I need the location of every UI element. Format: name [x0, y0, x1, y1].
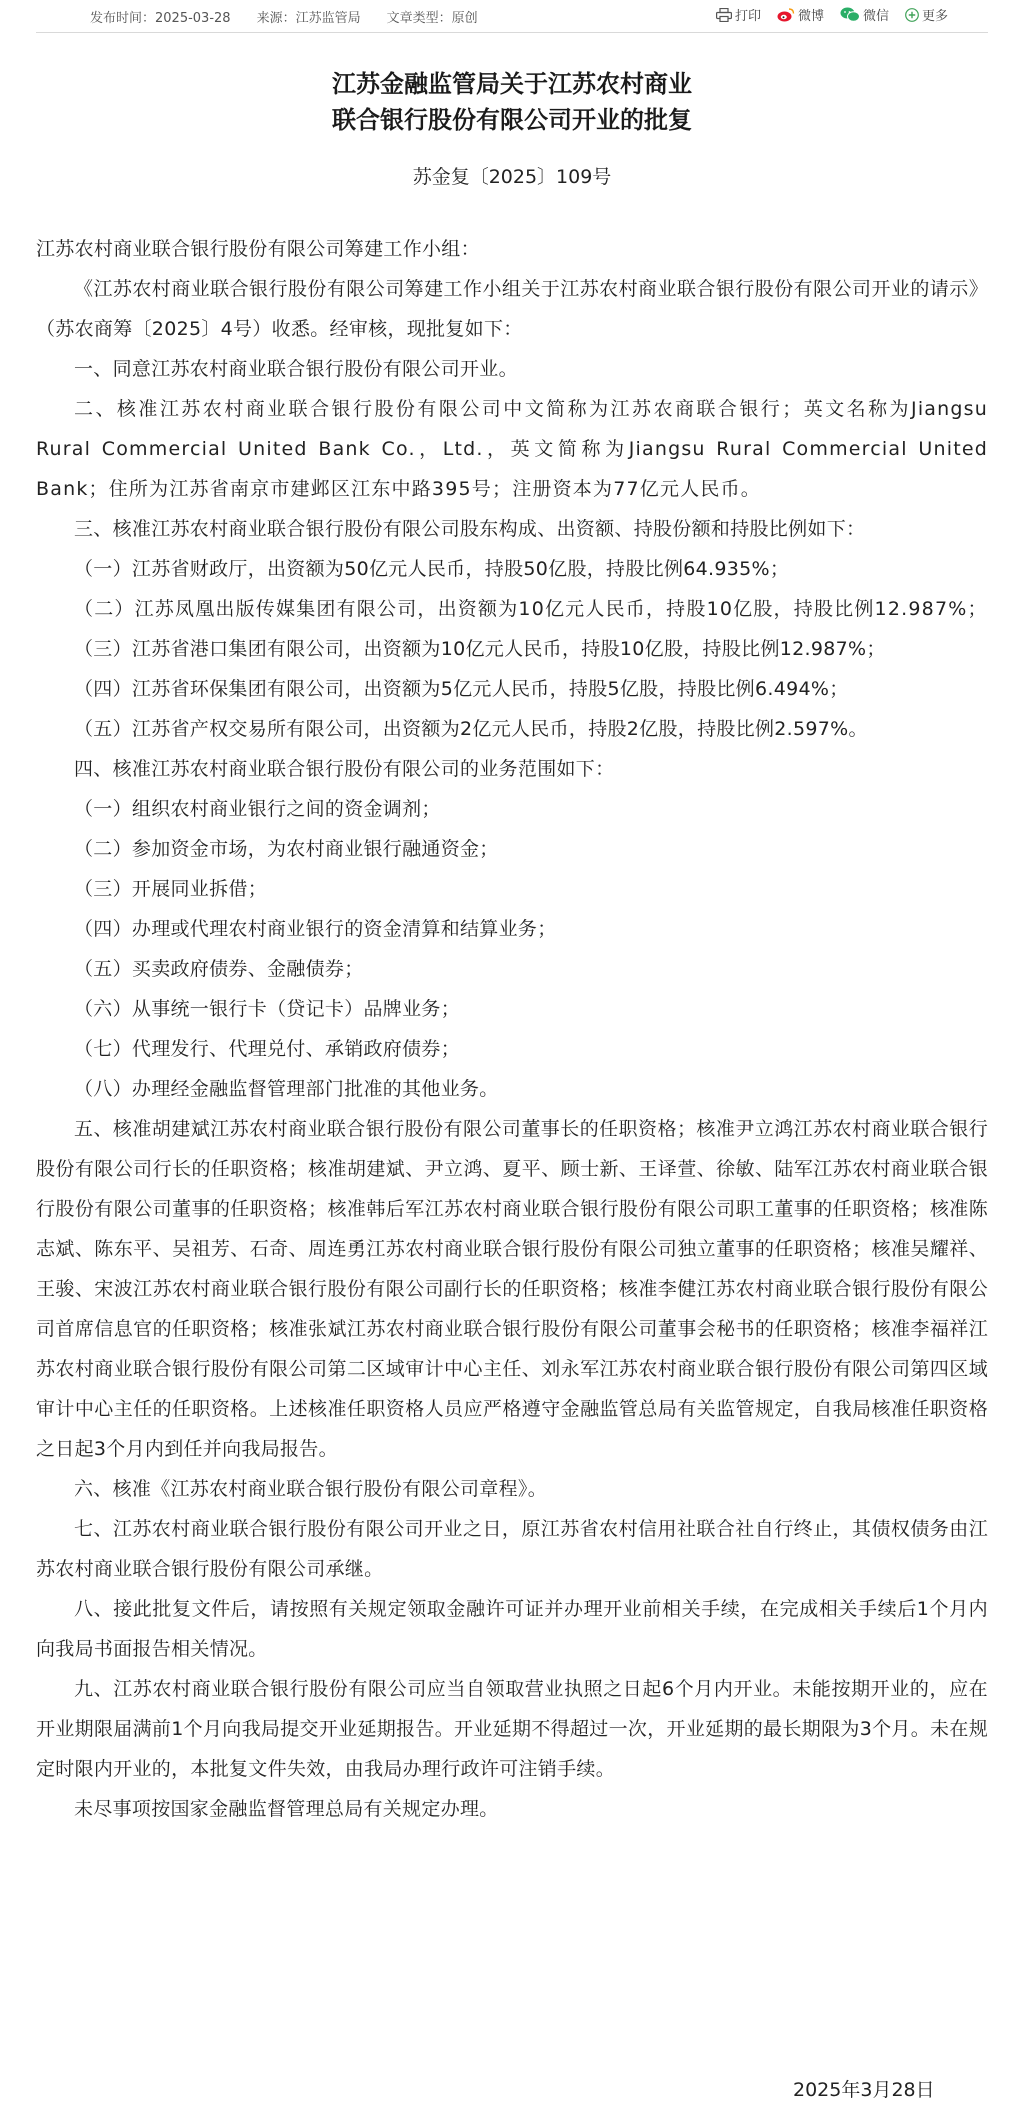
- shareholder-item-1: （一）江苏省财政厅，出资额为50亿元人民币，持股50亿股，持股比例64.935%；: [74, 558, 790, 580]
- business-item-3: （三）开展同业拆借；: [74, 878, 268, 900]
- business-item-6: （六）从事统一银行卡（贷记卡）品牌业务；: [74, 998, 461, 1020]
- document-body: [36, 229, 988, 1829]
- plus-circle-icon: [905, 8, 919, 22]
- meta-info: [90, 7, 478, 26]
- paragraph-1: 一、同意江苏农村商业联合银行股份有限公司开业。: [74, 358, 518, 380]
- wechat-label: 微信: [863, 9, 890, 24]
- document-title: [0, 66, 1024, 138]
- article-type: 文章类型：原创: [386, 11, 478, 26]
- paragraph-3: 三、核准江苏农村商业联合银行股份有限公司股东构成、出资额、持股份额和持股比例如下：: [74, 518, 866, 540]
- weibo-icon: [777, 7, 795, 22]
- weibo-label: 微博: [798, 9, 825, 24]
- business-item-2: （二）参加资金市场，为农村商业银行融通资金；: [74, 838, 499, 860]
- shareholder-item-3: （三）江苏省港口集团有限公司，出资额为10亿元人民币，持股10亿股，持股比例12.987%；: [74, 638, 886, 660]
- paragraph-4: 四、核准江苏农村商业联合银行股份有限公司的业务范围如下：: [74, 758, 615, 780]
- share-bar: [716, 5, 948, 24]
- business-item-1: （一）组织农村商业银行之间的资金调剂；: [74, 798, 441, 820]
- article-meta-bar: [0, 0, 1024, 32]
- paragraph-9: 九、江苏农村商业联合银行股份有限公司应当自领取营业执照之日起6个月内开业。未能按期开业的，应在开业期限届满前1个月向我局提交开业延期报告。开业延期不得超过一次，开业延期的最长期限为3个月。未在规定时限内开业的，本批复文件失效，由我局办理行政许可注销手续。: [36, 1678, 988, 1780]
- print-label: 打印: [735, 9, 762, 24]
- paragraph-2: 二、核准江苏农村商业联合银行股份有限公司中文简称为江苏农商联合银行；英文名称为Jiangsu Rural Commercial United Bank Co.，Ltd.，英文简称为Jiangsu Rural Commercial United Bank；住所为江苏省南京市建邺区江东中路395号；注册资本为77亿元人民币。: [36, 398, 988, 500]
- print-button[interactable]: [716, 5, 761, 24]
- shareholder-item-4: （四）江苏省环保集团有限公司，出资额为5亿元人民币，持股5亿股，持股比例6.494%；: [74, 678, 849, 700]
- paragraph-intro: 《江苏农村商业联合银行股份有限公司筹建工作小组关于江苏农村商业联合银行股份有限公司开业的请示》（苏农商筹〔2025〕4号）收悉。经审核，现批复如下：: [36, 278, 988, 340]
- paragraph-5: 五、核准胡建斌江苏农村商业联合银行股份有限公司董事长的任职资格；核准尹立鸿江苏农村商业联合银行股份有限公司行长的任职资格；核准胡建斌、尹立鸿、夏平、顾士新、王译萱、徐敏、陆军江苏农村商业联合银行股份有限公司董事的任职资格；核准韩后军江苏农村商业联合银行股份有限公司职工董事的任职资格；核准陈志斌、陈东平、吴祖芳、石奇、周连勇江苏农村商业联合银行股份有限公司独立董事的任职资格；核准吴耀祥、王骏、宋波江苏农村商业联合银行股份有限公司副行长的任职资格；核准李健江苏农村商业联合银行股份有限公司首席信息官的任职资格；核准张斌江苏农村商业联合银行股份有限公司董事会秘书的任职资格；核准李福祥江苏农村商业联合银行股份有限公司第二区域审计中心主任、刘永军江苏农村商业联合银行股份有限公司第四区域审计中心主任的任职资格。上述核准任职资格人员应严格遵守金融监管总局有关监管规定，自我局核准任职资格之日起3个月内到任并向我局报告。: [36, 1118, 988, 1460]
- paragraph-8: 八、接此批复文件后，请按照有关规定领取金融许可证并办理开业前相关手续，在完成相关手续后1个月内向我局书面报告相关情况。: [36, 1598, 988, 1660]
- wechat-share-button[interactable]: [840, 5, 889, 24]
- business-item-5: （五）买卖政府债券、金融债券；: [74, 958, 364, 980]
- paragraph-7: 七、江苏农村商业联合银行股份有限公司开业之日，原江苏省农村信用社联合社自行终止，其债权债务由江苏农村商业联合银行股份有限公司承继。: [36, 1518, 988, 1580]
- more-label: 更多: [922, 9, 949, 24]
- shareholder-item-5: （五）江苏省产权交易所有限公司，出资额为2亿元人民币，持股2亿股，持股比例2.597%。: [74, 718, 868, 740]
- title-line-1: 江苏金融监管局关于江苏农村商业: [332, 70, 692, 98]
- document-number: 苏金复〔2025〕109号: [412, 166, 612, 188]
- publish-time: 发布时间：2025-03-28: [90, 11, 231, 26]
- salutation: 江苏农村商业联合银行股份有限公司筹建工作小组：: [36, 238, 480, 260]
- document-date: 2025年3月28日: [793, 2079, 935, 2101]
- paragraph-10: 未尽事项按国家金融监督管理总局有关规定办理。: [74, 1798, 499, 1820]
- source: 来源：江苏监管局: [256, 11, 361, 26]
- printer-icon: [716, 8, 732, 22]
- header-divider: [36, 32, 988, 33]
- weibo-share-button[interactable]: [777, 5, 824, 24]
- business-item-8: （八）办理经金融监督管理部门批准的其他业务。: [74, 1078, 499, 1100]
- business-item-4: （四）办理或代理农村商业银行的资金清算和结算业务；: [74, 918, 557, 940]
- paragraph-6: 六、核准《江苏农村商业联合银行股份有限公司章程》。: [74, 1478, 548, 1500]
- title-line-2: 联合银行股份有限公司开业的批复: [332, 106, 692, 134]
- wechat-icon: [840, 7, 860, 22]
- shareholder-item-2: （二）江苏凤凰出版传媒集团有限公司，出资额为10亿元人民币，持股10亿股，持股比例12.987%；: [74, 598, 988, 620]
- more-share-button[interactable]: [905, 5, 948, 24]
- business-item-7: （七）代理发行、代理兑付、承销政府债券；: [74, 1038, 461, 1060]
